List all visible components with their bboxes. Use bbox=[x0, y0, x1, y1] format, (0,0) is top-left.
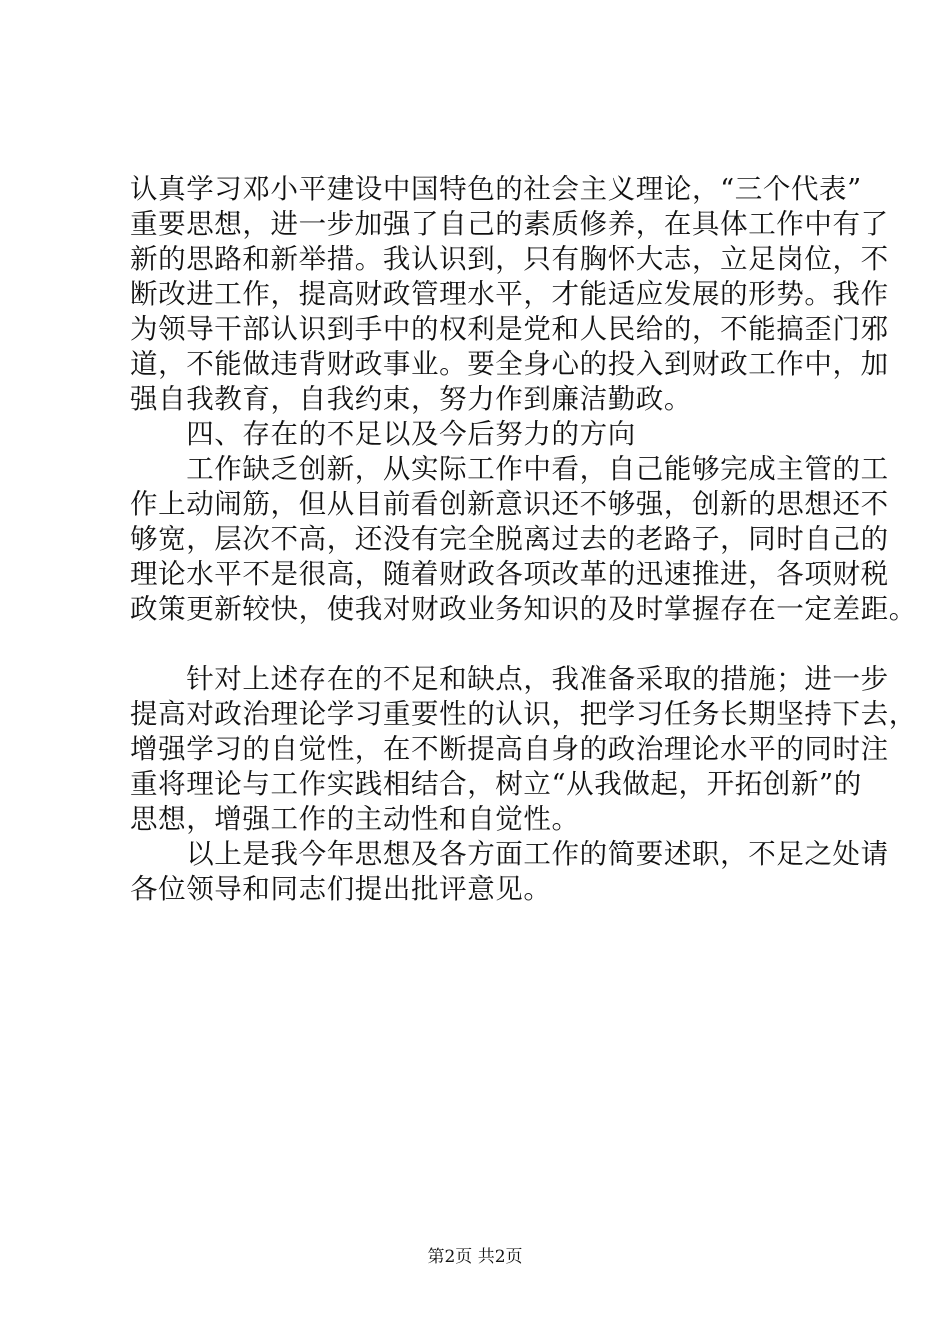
text-line: 提高对政治理论学习重要性的认识，把学习任务长期坚持下去， bbox=[130, 698, 917, 730]
text-line: 强自我教育，自我约束，努力作到廉洁勤政。 bbox=[130, 383, 692, 415]
text-line: 增强学习的自觉性，在不断提高自身的政治理论水平的同时注 bbox=[130, 733, 889, 765]
text-line: 政策更新较快，使我对财政业务知识的及时掌握存在一定差距。 bbox=[130, 593, 917, 625]
text-line: 以上是我今年思想及各方面工作的简要述职，不足之处请 bbox=[130, 838, 889, 870]
text-line: 思想，增强工作的主动性和自觉性。 bbox=[130, 803, 580, 835]
text-line: 理论水平不是很高，随着财政各项改革的迅速推进，各项财税 bbox=[130, 558, 889, 590]
text-line: 工作缺乏创新，从实际工作中看，自己能够完成主管的工 bbox=[130, 453, 889, 485]
section-heading: 四、存在的不足以及今后努力的方向 bbox=[130, 418, 636, 450]
text-line: 道，不能做违背财政事业。要全身心的投入到财政工作中，加 bbox=[130, 348, 889, 380]
page-number-footer: 第2页 共2页 bbox=[427, 1247, 523, 1267]
text-line: 认真学习邓小平建设中国特色的社会主义理论，“三个代表” bbox=[130, 173, 862, 205]
text-line: 各位领导和同志们提出批评意见。 bbox=[130, 873, 552, 905]
text-line: 作上动闹筋，但从目前看创新意识还不够强，创新的思想还不 bbox=[130, 488, 889, 520]
text-line: 断改进工作，提高财政管理水平，才能适应发展的形势。我作 bbox=[130, 278, 889, 310]
text-line: 重将理论与工作实践相结合，树立“从我做起，开拓创新”的 bbox=[130, 768, 862, 800]
text-line: 新的思路和新举措。我认识到，只有胸怀大志，立足岗位，不 bbox=[130, 243, 889, 275]
text-line: 针对上述存在的不足和缺点，我准备采取的措施；进一步 bbox=[130, 663, 889, 695]
text-line: 为领导干部认识到手中的权利是党和人民给的，不能搞歪门邪 bbox=[130, 313, 889, 345]
text-line: 够宽，层次不高，还没有完全脱离过去的老路子，同时自己的 bbox=[130, 523, 889, 555]
text-line: 重要思想，进一步加强了自己的素质修养，在具体工作中有了 bbox=[130, 208, 889, 240]
